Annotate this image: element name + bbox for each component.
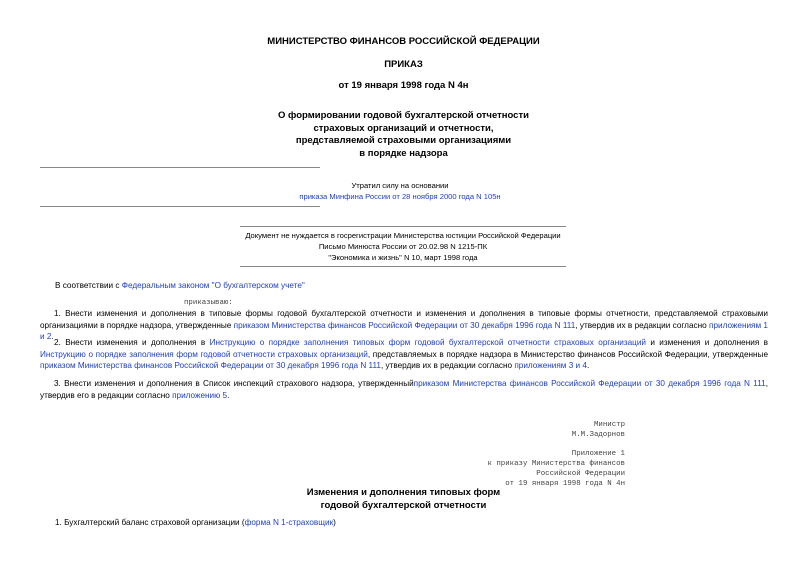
appendix-item-1 <box>55 517 336 529</box>
date-number: от 19 января 1998 года N 4н <box>338 80 469 91</box>
lost-force-text: Утратил силу на основании <box>351 181 449 190</box>
title-line: в порядке надзора <box>359 147 448 159</box>
orders-word: приказываю: <box>184 299 233 307</box>
instruction-forms-link[interactable]: Инструкцию о порядке заполнения типовых форм годовой бухгалтерской отчетности страховых организаций <box>209 338 646 347</box>
appendices-1-2-link[interactable]: приложениям 1 и 2 <box>40 320 768 341</box>
accounting-law-link[interactable]: Федеральным законом "О бухгалтерском учете" <box>121 281 305 290</box>
registration-line: Письмо Минюста России от 20.02.98 N 1215-ПК <box>318 242 488 251</box>
divider <box>40 167 320 168</box>
appendix-item-1-text: 1. Бухгалтерский баланс страховой организации ( <box>55 518 245 527</box>
item-3 <box>40 378 768 401</box>
preamble-text: В соответствии с <box>55 281 122 290</box>
divider <box>40 206 320 207</box>
form-1-insurer-link[interactable]: форма N 1-страховщик <box>244 518 334 527</box>
instruction-supervision-link[interactable]: Инструкцию о порядке заполнения форм годовой отчетности страховых организаций <box>40 349 368 359</box>
item-1-text: , утвердив их в редакции согласно <box>575 320 710 330</box>
signature-name: М.М.Задорнов <box>571 431 625 439</box>
item-3-text: . <box>227 390 230 400</box>
appendix-ref-line: Приложение 1 <box>571 450 625 458</box>
appendix-item-1-text: ) <box>333 518 336 527</box>
item-3-text: , утвердив его в редакции согласно <box>40 379 768 400</box>
appendix-ref-line: Российской Федерации <box>536 470 625 478</box>
appendix-title-line: годовой бухгалтерской отчетности <box>320 499 487 511</box>
appendix-title-line: Изменения и дополнения типовых форм <box>306 487 501 498</box>
appendix-5-link[interactable]: приложению 5 <box>172 390 228 400</box>
appendix-reference <box>488 449 626 489</box>
item-2-text: , представляемых в порядке надзора в Министерство финансов Российской Федерации, утвержденные <box>367 349 768 359</box>
item-1-text: 1. Внести изменения и дополнения в типовые формы годовой бухгалтерской отчетности и изменения и дополнения в типовые формы отчетности, представляемой страховыми организациями в порядке надзора, утвержденные <box>40 309 768 330</box>
item-2 <box>40 337 768 372</box>
appendix-title <box>0 487 807 512</box>
signature-position: Министр <box>593 421 625 429</box>
item-2-text: , утвердив их в редакции согласно <box>380 361 515 370</box>
item-2-text: . <box>586 361 590 370</box>
appendix-ref-line: к приказу Министерства финансов <box>487 460 625 468</box>
lost-force-link[interactable] <box>260 191 540 202</box>
item-2-text: 2. Внести изменения и дополнения в <box>54 338 210 347</box>
title-line: представляемой страховыми организациями <box>295 135 512 146</box>
divider <box>240 226 566 227</box>
item-1-text: . <box>51 332 54 341</box>
ministry-heading: МИНИСТЕРСТВО ФИНАНСОВ РОССИЙСКОЙ ФЕДЕРАЦИИ <box>267 36 540 47</box>
registration-note <box>200 230 606 263</box>
preamble <box>55 280 305 292</box>
order-111-link[interactable]: приказом Министерства финансов Российской Федерации от 30 декабря 1996 года N 111 <box>40 361 381 370</box>
lost-force-order-link[interactable]: приказа Минфина России от 28 ноября 2000 года N 105н <box>299 192 501 201</box>
appendices-3-4-link[interactable]: приложениям 3 и 4 <box>514 361 587 370</box>
item-3-text: 3. Внести изменения и дополнения в Список инспекций страхового надзора, утвержденный <box>54 379 414 388</box>
divider <box>240 266 566 267</box>
signature <box>572 420 625 440</box>
registration-line: Документ не нуждается в госрегистрации Министерства юстиции Российской Федерации <box>245 231 561 240</box>
order-111-link[interactable]: приказом Министерства финансов Российской Федерации от 30 декабря 1996 года N 111 <box>233 320 576 330</box>
doc-type-heading: ПРИКАЗ <box>384 59 423 70</box>
registration-line: "Экономика и жизнь" N 10, март 1998 года <box>328 253 478 262</box>
document-title <box>0 110 807 160</box>
title-line: страховых организаций и отчетности, <box>313 122 494 134</box>
appendix-ref-line: от 19 января 1998 года N 4н <box>505 480 625 488</box>
title-line: О формировании годовой бухгалтерской отчетности <box>278 110 529 121</box>
item-2-text: и изменения и дополнения в <box>645 338 768 347</box>
order-111-link[interactable]: приказом Министерства финансов Российской Федерации от 30 декабря 1996 года N 111 <box>413 379 766 388</box>
